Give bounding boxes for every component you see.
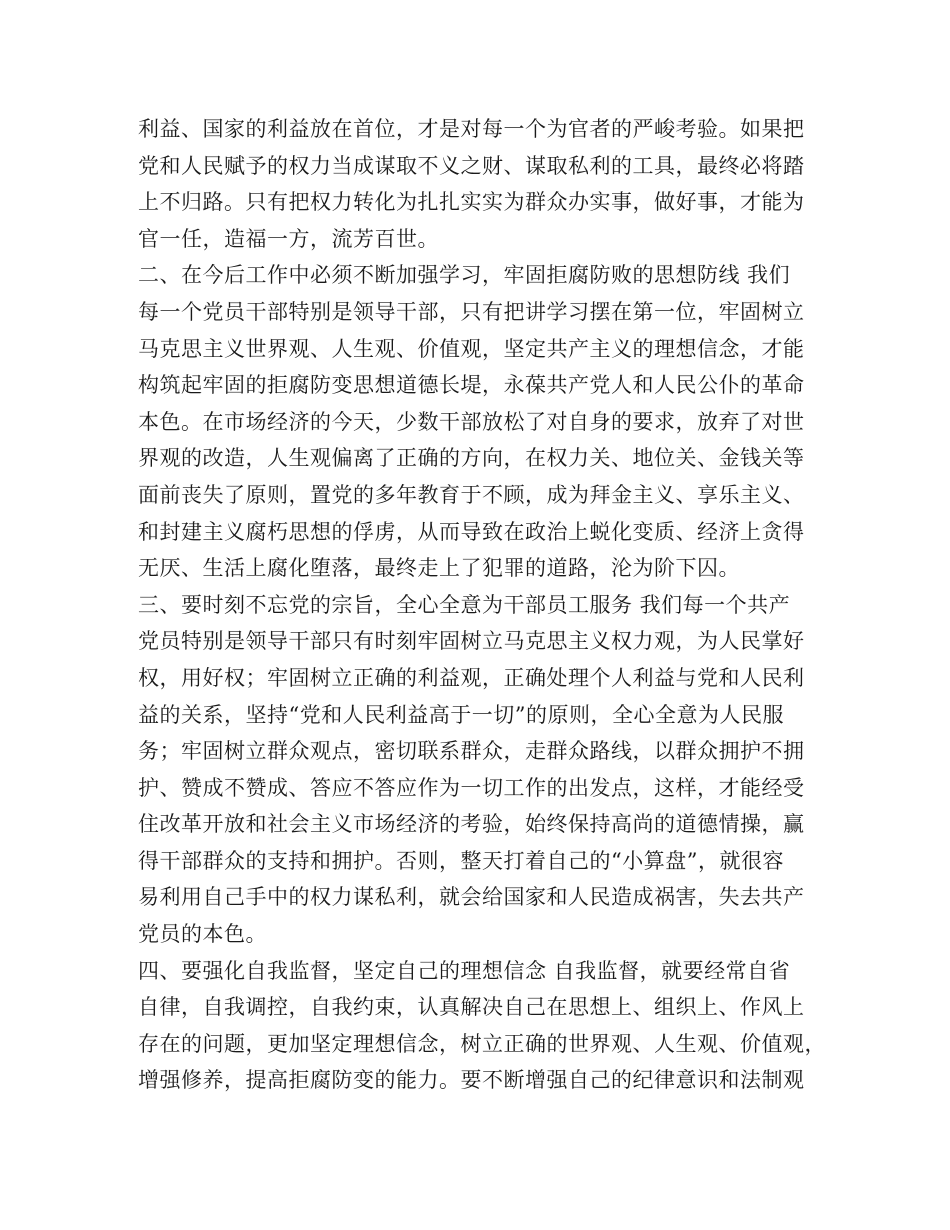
text-line: 利益、国家的利益放在首位，才是对每一个为官者的严峻考验。如果把	[138, 117, 805, 141]
text-line: 增强修养，提高拒腐防变的能力。要不断增强自己的纪律意识和法制观	[138, 1068, 805, 1093]
text-line: 马克思主义世界观、人生观、价值观，坚定共产主义的理想信念，才能	[138, 336, 805, 361]
text-line: 存在的问题，更加坚定理想信念，树立正确的世界观、人生观、价值观，	[138, 1031, 826, 1056]
text-line: 益的关系，坚持“党和人民利益高于一切”的原则，全心全意为人民服	[138, 702, 784, 727]
text-line: 党和人民赋予的权力当成谋取不义之财、谋取私利的工具，最终必将踏	[138, 153, 805, 178]
text-line: 党员特别是领导干部只有时刻牢固树立马克思主义权力观，为人民掌好	[138, 629, 805, 654]
text-line: 无厌、生活上腐化堕落，最终走上了犯罪的道路，沦为阶下囚。	[138, 556, 740, 581]
text-line: 务；牢固树立群众观点，密切联系群众，走群众路线，以群众拥护不拥	[138, 739, 805, 764]
text-line: 界观的改造，人生观偏离了正确的方向，在权力关、地位关、金钱关等	[138, 446, 805, 471]
text-line: 和封建主义腐朽思想的俘虏，从而导致在政治上蜕化变质、经济上贪得	[138, 519, 805, 544]
text-line: 易利用自己手中的权力谋私利，就会给国家和人民造成祸害，失去共产	[138, 885, 805, 910]
text-line: 二、在今后工作中必须不断加强学习，牢固拒腐防败的思想防线 我们	[138, 263, 791, 288]
text-line: 三、要时刻不忘党的宗旨，全心全意为干部员工服务 我们每一个共产	[138, 592, 791, 617]
document-body-text	[138, 111, 838, 1099]
text-line: 本色。在市场经济的今天，少数干部放松了对自身的要求，放弃了对世	[138, 409, 805, 434]
text-line: 住改革开放和社会主义市场经济的考验，始终保持高尚的道德情操，赢	[138, 812, 805, 837]
text-line: 官一任，造福一方，流芳百世。	[138, 226, 439, 251]
text-line: 党员的本色。	[138, 922, 267, 947]
text-line: 上不归路。只有把权力转化为扎扎实实为群众办实事，做好事，才能为	[138, 190, 805, 215]
text-line: 构筑起牢固的拒腐防变思想道德长堤，永葆共产党人和人民公仆的革命	[138, 373, 805, 398]
text-line: 四、要强化自我监督，坚定自己的理想信念 自我监督，就要经常自省	[138, 958, 791, 983]
text-line: 得干部群众的支持和拥护。否则，整天打着自己的“小算盘”，就很容	[138, 848, 784, 873]
text-line: 面前丧失了原则，置党的多年教育于不顾，成为拜金主义、享乐主义、	[138, 482, 805, 507]
text-line: 护、赞成不赞成、答应不答应作为一切工作的出发点，这样，才能经受	[138, 775, 805, 800]
text-line: 每一个党员干部特别是领导干部，只有把讲学习摆在第一位，牢固树立	[138, 299, 805, 324]
text-line: 自律，自我调控，自我约束，认真解决自己在思想上、组织上、作风上	[138, 995, 805, 1020]
text-line: 权，用好权；牢固树立正确的利益观，正确处理个人利益与党和人民利	[138, 665, 805, 690]
